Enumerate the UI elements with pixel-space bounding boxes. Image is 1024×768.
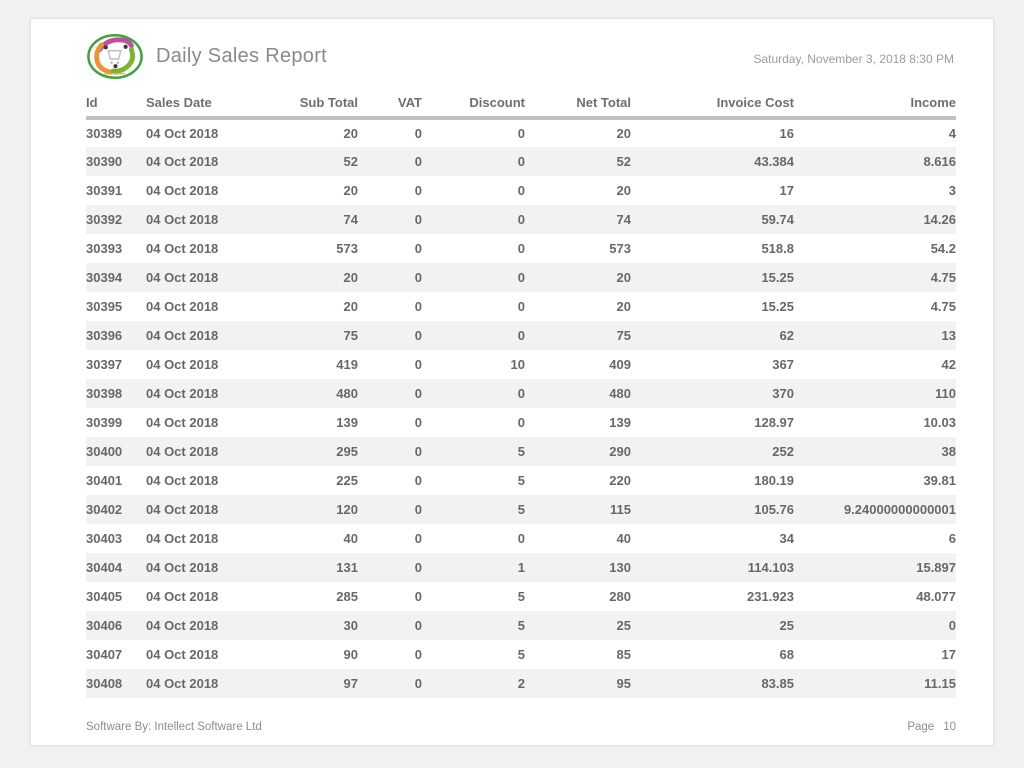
cell-sub-total: 30 xyxy=(343,618,358,633)
cell-id: 30390 xyxy=(86,154,123,169)
cell-vat: 0 xyxy=(414,212,422,227)
cell-invoice-cost: 231.923 xyxy=(747,589,794,604)
cell-id: 30407 xyxy=(86,647,123,662)
cell-sales-date: 04 Oct 2018 xyxy=(146,676,219,691)
cell-net-total: 74 xyxy=(616,212,631,227)
cell-invoice-cost: 16 xyxy=(779,126,794,141)
cell-net-total: 130 xyxy=(609,560,631,575)
cell-income: 3 xyxy=(948,183,956,198)
column-header-vat: VAT xyxy=(358,93,422,118)
cell-invoice-cost: 367 xyxy=(772,357,794,372)
cell-invoice-cost: 62 xyxy=(779,328,794,343)
cell-id: 30402 xyxy=(86,502,123,517)
cell-id: 30403 xyxy=(86,531,123,546)
table-row xyxy=(86,379,956,408)
cell-invoice-cost: 252 xyxy=(772,444,794,459)
cell-sales-date: 04 Oct 2018 xyxy=(146,647,219,662)
footer-page-indicator xyxy=(907,721,956,733)
cell-id: 30396 xyxy=(86,328,123,343)
cell-income: 4.75 xyxy=(930,270,956,285)
cell-vat: 0 xyxy=(414,241,422,256)
cell-discount: 5 xyxy=(517,444,525,459)
cell-invoice-cost: 128.97 xyxy=(754,415,794,430)
cell-sales-date: 04 Oct 2018 xyxy=(146,618,219,633)
table-row xyxy=(86,669,956,698)
cell-sales-date: 04 Oct 2018 xyxy=(146,502,219,517)
cell-sub-total: 20 xyxy=(343,299,358,314)
cell-discount: 0 xyxy=(517,531,525,546)
cell-net-total: 290 xyxy=(609,444,631,459)
cell-income: 54.2 xyxy=(930,241,956,256)
cell-sub-total: 131 xyxy=(336,560,358,575)
cell-vat: 0 xyxy=(414,154,422,169)
cell-id: 30406 xyxy=(86,618,123,633)
cell-discount: 0 xyxy=(517,212,525,227)
report-content xyxy=(31,19,993,733)
cell-income: 9.24000000000001 xyxy=(843,502,956,517)
cell-discount: 0 xyxy=(517,415,525,430)
footer-software-credit: Software By: Intellect Software Ltd xyxy=(86,721,262,733)
cell-net-total: 409 xyxy=(609,357,631,372)
cell-invoice-cost: 105.76 xyxy=(754,502,794,517)
column-header-sub-total: Sub Total xyxy=(296,93,358,118)
cell-income: 13 xyxy=(941,328,956,343)
table-row xyxy=(86,321,956,350)
table-row xyxy=(86,582,956,611)
cell-id: 30394 xyxy=(86,270,123,285)
report-page xyxy=(30,18,994,746)
cell-sub-total: 225 xyxy=(336,473,358,488)
cell-net-total: 139 xyxy=(609,415,631,430)
cell-discount: 0 xyxy=(517,183,525,198)
cell-net-total: 480 xyxy=(609,386,631,401)
cell-discount: 5 xyxy=(517,502,525,517)
cell-vat: 0 xyxy=(414,444,422,459)
cell-sub-total: 419 xyxy=(336,357,358,372)
cell-discount: 10 xyxy=(510,357,525,372)
cell-net-total: 95 xyxy=(616,676,631,691)
cell-discount: 0 xyxy=(517,386,525,401)
table-row xyxy=(86,205,956,234)
cell-sub-total: 139 xyxy=(336,415,358,430)
cell-income: 15.897 xyxy=(916,560,956,575)
cell-discount: 0 xyxy=(517,328,525,343)
cell-sub-total: 52 xyxy=(343,154,358,169)
cell-sub-total: 573 xyxy=(336,241,358,256)
cell-id: 30398 xyxy=(86,386,123,401)
report-header xyxy=(86,31,954,81)
column-header-sales-date: Sales Date xyxy=(146,93,296,118)
table-row xyxy=(86,176,956,205)
cell-income: 42 xyxy=(941,357,956,372)
cell-net-total: 20 xyxy=(616,183,631,198)
table-row xyxy=(86,611,956,640)
cell-sub-total: 295 xyxy=(336,444,358,459)
cell-income: 4.75 xyxy=(930,299,956,314)
column-header-discount: Discount xyxy=(422,93,525,118)
cell-invoice-cost: 43.384 xyxy=(754,154,794,169)
column-header-invoice-cost: Invoice Cost xyxy=(631,93,794,118)
company-logo xyxy=(86,33,144,80)
cell-sales-date: 04 Oct 2018 xyxy=(146,473,219,488)
cell-invoice-cost: 68 xyxy=(779,647,794,662)
cell-net-total: 280 xyxy=(609,589,631,604)
cell-invoice-cost: 15.25 xyxy=(761,299,794,314)
table-row xyxy=(86,524,956,553)
cell-vat: 0 xyxy=(414,502,422,517)
cell-vat: 0 xyxy=(414,560,422,575)
column-header-id: Id xyxy=(86,93,146,118)
cell-discount: 2 xyxy=(517,676,525,691)
cell-discount: 0 xyxy=(517,241,525,256)
table-row xyxy=(86,350,956,379)
table-row xyxy=(86,640,956,669)
cell-vat: 0 xyxy=(414,473,422,488)
cell-discount: 1 xyxy=(517,560,525,575)
cell-vat: 0 xyxy=(414,676,422,691)
cell-sales-date: 04 Oct 2018 xyxy=(146,386,219,401)
cell-id: 30391 xyxy=(86,183,123,198)
cell-income: 10.03 xyxy=(923,415,956,430)
cell-net-total: 20 xyxy=(616,299,631,314)
cell-sub-total: 97 xyxy=(343,676,358,691)
cell-invoice-cost: 25 xyxy=(779,618,794,633)
cell-net-total: 573 xyxy=(609,241,631,256)
table-row xyxy=(86,263,956,292)
cell-income: 38 xyxy=(941,444,956,459)
cell-income: 110 xyxy=(935,386,956,401)
cell-id: 30395 xyxy=(86,299,123,314)
cell-net-total: 52 xyxy=(616,154,631,169)
cell-sub-total: 20 xyxy=(343,270,358,285)
cell-income: 0 xyxy=(948,618,956,633)
cell-id: 30404 xyxy=(86,560,123,575)
cell-discount: 0 xyxy=(517,270,525,285)
cell-sales-date: 04 Oct 2018 xyxy=(146,357,219,372)
cell-sub-total: 74 xyxy=(343,212,358,227)
cell-id: 30400 xyxy=(86,444,123,459)
column-header-net-total: Net Total xyxy=(525,93,631,118)
cell-sales-date: 04 Oct 2018 xyxy=(146,560,219,575)
cell-sales-date: 04 Oct 2018 xyxy=(146,444,219,459)
table-row xyxy=(86,553,956,582)
cell-sales-date: 04 Oct 2018 xyxy=(146,415,219,430)
cell-vat: 0 xyxy=(414,647,422,662)
cell-net-total: 40 xyxy=(616,531,631,546)
table-row xyxy=(86,437,956,466)
daily-sales-table xyxy=(86,93,956,698)
cell-net-total: 20 xyxy=(616,126,631,141)
cell-net-total: 220 xyxy=(609,473,631,488)
cell-id: 30392 xyxy=(86,212,123,227)
page-title: Daily Sales Report xyxy=(156,44,328,67)
cell-sales-date: 04 Oct 2018 xyxy=(146,126,219,141)
cell-vat: 0 xyxy=(414,618,422,633)
table-row xyxy=(86,147,956,176)
report-datetime: Saturday, November 3, 2018 8:30 PM xyxy=(753,52,954,66)
cell-sub-total: 20 xyxy=(343,126,358,141)
cell-discount: 0 xyxy=(517,154,525,169)
footer-page-label: Page xyxy=(907,721,935,733)
cell-id: 30399 xyxy=(86,415,123,430)
cell-id: 30408 xyxy=(86,676,123,691)
cell-invoice-cost: 15.25 xyxy=(761,270,794,285)
cell-invoice-cost: 370 xyxy=(772,386,794,401)
cell-net-total: 20 xyxy=(616,270,631,285)
cell-income: 6 xyxy=(948,531,956,546)
cell-invoice-cost: 114.103 xyxy=(747,560,794,575)
table-row xyxy=(86,495,956,524)
table-body xyxy=(86,118,956,698)
cell-sub-total: 285 xyxy=(336,589,358,604)
cell-id: 30405 xyxy=(86,589,123,604)
cell-discount: 5 xyxy=(517,589,525,604)
cell-vat: 0 xyxy=(414,531,422,546)
cell-sub-total: 480 xyxy=(336,386,358,401)
cell-discount: 0 xyxy=(517,126,525,141)
cell-invoice-cost: 180.19 xyxy=(754,473,794,488)
cell-vat: 0 xyxy=(414,415,422,430)
table-header-row xyxy=(86,93,956,118)
cell-income: 4 xyxy=(948,126,956,141)
cell-vat: 0 xyxy=(414,357,422,372)
cell-discount: 5 xyxy=(517,473,525,488)
cell-net-total: 115 xyxy=(610,502,631,517)
table-row xyxy=(86,466,956,495)
cell-sales-date: 04 Oct 2018 xyxy=(146,328,219,343)
cell-net-total: 25 xyxy=(616,618,631,633)
cell-sub-total: 120 xyxy=(336,502,358,517)
column-header-income: Income xyxy=(794,93,956,118)
cell-vat: 0 xyxy=(414,328,422,343)
cell-net-total: 85 xyxy=(616,647,631,662)
cell-vat: 0 xyxy=(414,270,422,285)
cell-sub-total: 90 xyxy=(343,647,358,662)
cell-vat: 0 xyxy=(414,126,422,141)
table-row xyxy=(86,292,956,321)
cell-discount: 5 xyxy=(517,618,525,633)
cell-id: 30401 xyxy=(86,473,123,488)
cell-sub-total: 40 xyxy=(343,531,358,546)
cell-sales-date: 04 Oct 2018 xyxy=(146,270,219,285)
cell-vat: 0 xyxy=(414,299,422,314)
footer-page-number: 10 xyxy=(943,721,956,733)
cell-sales-date: 04 Oct 2018 xyxy=(146,531,219,546)
table-row xyxy=(86,118,956,147)
cell-income: 14.26 xyxy=(923,212,956,227)
cell-sub-total: 75 xyxy=(343,328,358,343)
cell-invoice-cost: 83.85 xyxy=(761,676,794,691)
cell-sales-date: 04 Oct 2018 xyxy=(146,183,219,198)
cell-id: 30393 xyxy=(86,241,123,256)
cell-sales-date: 04 Oct 2018 xyxy=(146,212,219,227)
cell-income: 17 xyxy=(941,647,956,662)
table-row xyxy=(86,234,956,263)
cell-net-total: 75 xyxy=(616,328,631,343)
cell-sales-date: 04 Oct 2018 xyxy=(146,299,219,314)
cell-vat: 0 xyxy=(414,183,422,198)
cell-invoice-cost: 518.8 xyxy=(761,241,794,256)
cell-income: 8.616 xyxy=(923,154,956,169)
cell-sales-date: 04 Oct 2018 xyxy=(146,589,219,604)
cell-sales-date: 04 Oct 2018 xyxy=(146,154,219,169)
company-logo-icon xyxy=(86,33,144,80)
cell-sales-date: 04 Oct 2018 xyxy=(146,241,219,256)
cell-sub-total: 20 xyxy=(343,183,358,198)
cell-invoice-cost: 17 xyxy=(779,183,794,198)
cell-income: 11.15 xyxy=(924,676,956,691)
table-row xyxy=(86,408,956,437)
report-footer xyxy=(86,721,956,733)
table-header xyxy=(86,93,956,118)
cell-income: 48.077 xyxy=(916,589,956,604)
cell-id: 30389 xyxy=(86,126,123,141)
cell-invoice-cost: 59.74 xyxy=(761,212,794,227)
cell-vat: 0 xyxy=(414,386,422,401)
cell-id: 30397 xyxy=(86,357,123,372)
cell-income: 39.81 xyxy=(923,473,956,488)
cell-discount: 5 xyxy=(517,647,525,662)
cell-vat: 0 xyxy=(414,589,422,604)
cell-discount: 0 xyxy=(517,299,525,314)
cell-invoice-cost: 34 xyxy=(779,531,794,546)
